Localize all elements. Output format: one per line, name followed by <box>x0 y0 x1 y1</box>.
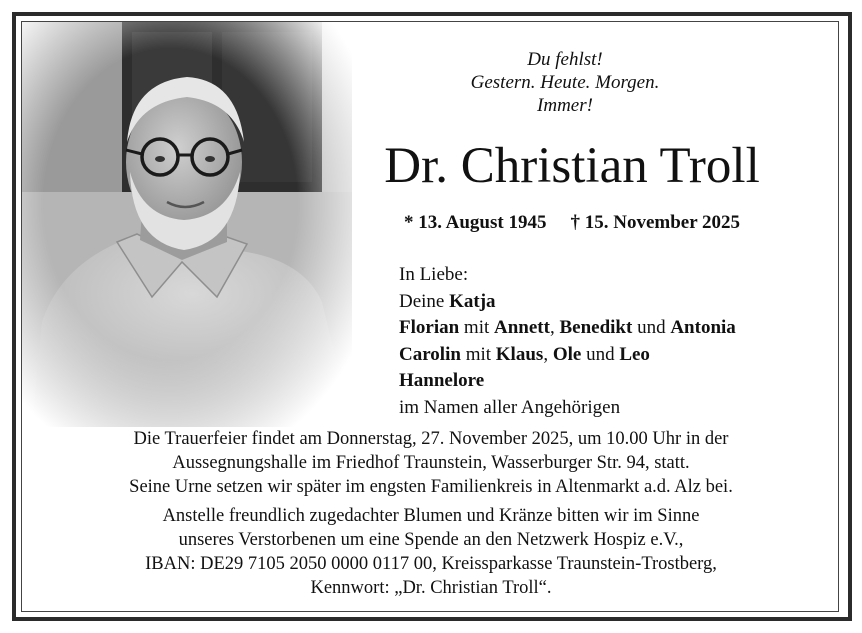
mourner-name: Annett <box>494 317 550 338</box>
ceremony-info <box>40 427 822 499</box>
birth-date: * 13. August 1945 <box>403 212 547 233</box>
mourners-list <box>399 262 819 421</box>
donation-line: Anstelle freundlich zugedachter Blumen und Kränze bitten wir im Sinne <box>162 506 700 526</box>
donation-line: Kennwort: „Dr. Christian Troll“. <box>310 578 552 598</box>
donation-info <box>40 504 822 600</box>
mourner-name: Florian <box>399 317 460 338</box>
mourner-line <box>399 315 819 342</box>
mourner-name: Klaus <box>495 343 544 365</box>
donation-line: unseres Verstorbenen um eine Spende an den Netzwerk Hospiz e.V., <box>178 530 684 550</box>
life-dates <box>352 211 792 235</box>
mourner-name: Benedikt <box>559 317 633 338</box>
mourner-text: mit <box>459 317 495 338</box>
mourner-name: Ole <box>552 343 582 365</box>
mourner-text: , <box>549 317 560 338</box>
mourner-text: mit <box>460 343 496 365</box>
motto-line: Gestern. Heute. Morgen. <box>470 72 660 93</box>
mourner-line <box>399 368 819 395</box>
death-date: † 15. November 2025 <box>570 212 741 233</box>
mourner-name: Antonia <box>670 317 736 338</box>
mourner-name: Katja <box>449 290 496 312</box>
mourners-closing: im Namen aller Angehörigen <box>399 396 621 418</box>
mourner-name: Carolin <box>399 343 461 365</box>
mourner-name: Hannelore <box>399 370 485 391</box>
deceased-name: Dr. Christian Troll <box>384 138 760 194</box>
portrait-photo <box>22 22 352 427</box>
donation-line: IBAN: DE29 7105 2050 0000 0117 00, Kreissparkasse Traunstein-Trostberg, <box>145 554 717 574</box>
mourners-intro: In Liebe: <box>399 264 469 285</box>
mourner-text: und <box>581 343 620 365</box>
motto-line: Immer! <box>537 95 593 116</box>
mourner-text: und <box>632 317 671 338</box>
mourner-name: Leo <box>619 343 650 365</box>
motto <box>400 48 730 117</box>
motto-line: Du fehlst! <box>527 49 603 70</box>
mourner-text: Deine <box>399 290 450 312</box>
ceremony-line: Seine Urne setzen wir später im engsten Familienkreis in Altenmarkt a.d. Alz bei. <box>129 477 733 497</box>
ceremony-line: Aussegnungshalle im Friedhof Traunstein, Wasserburger Str. 94, statt. <box>172 453 690 473</box>
mourner-line <box>399 289 819 316</box>
ceremony-line: Die Trauerfeier findet am Donnerstag, 27. November 2025, um 10.00 Uhr in der <box>133 429 729 449</box>
mourner-text: , <box>543 343 553 365</box>
mourner-line <box>399 342 819 369</box>
